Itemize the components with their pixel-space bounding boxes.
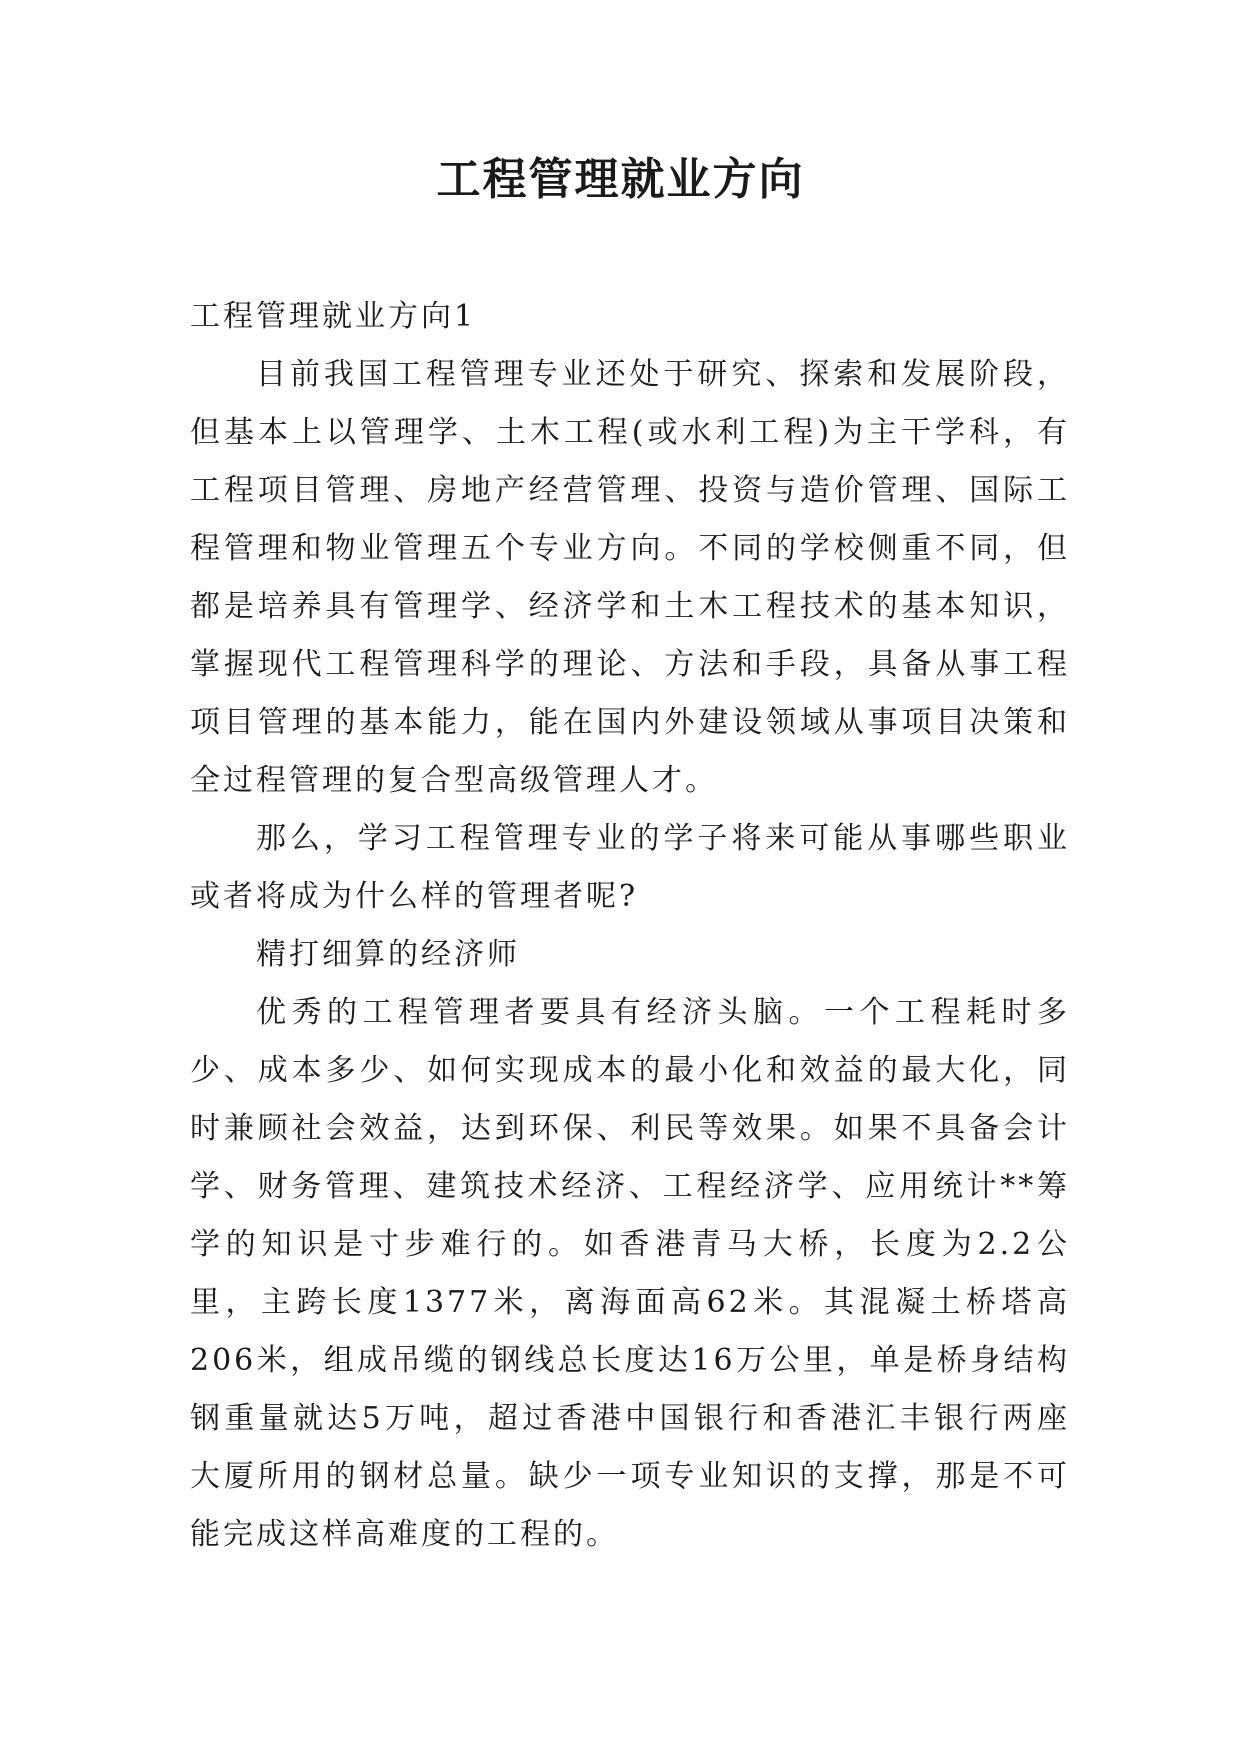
document-body bbox=[190, 288, 1070, 1564]
paragraph-question: 那么，学习工程管理专业的学子将来可能从事哪些职业或者将成为什么样的管理者呢? bbox=[190, 821, 1070, 914]
section-heading: 工程管理就业方向1 bbox=[190, 299, 477, 334]
page-title: 工程管理就业方向 bbox=[436, 154, 805, 205]
paragraph-economist: 优秀的工程管理者要具有经济头脑。一个工程耗时多少、成本多少、如何实现成本的最小化和效益的最大化，同时兼顾社会效益，达到环保、利民等效果。如果不具备会计学、财务管理、建筑技术经济、工程经济学、应用统计**筹学的知识是寸步难行的。如香港青马大桥，长度为2.2公里，主跨长度1377米，离海面高62米。其混凝土桥塔高206米，组成吊缆的钢线总长度达16万公里，单是桥身结构钢重量就达5万吨，超过香港中国银行和香港汇丰银行两座大厦所用的钢材总量。缺少一项专业知识的支撑，那是不可能完成这样高难度的工程的。 bbox=[190, 995, 1070, 1552]
paragraph-intro: 目前我国工程管理专业还处于研究、探索和发展阶段，但基本上以管理学、土木工程(或水利工程)为主干学科，有工程项目管理、房地产经营管理、投资与造价管理、国际工程管理和物业管理五个专业方向。不同的学校侧重不同，但都是培养具有管理学、经济学和土木工程技术的基本知识，掌握现代工程管理科学的理论、方法和手段，具备从事工程项目管理的基本能力，能在国内外建设领域从事项目决策和全过程管理的复合型高级管理人才。 bbox=[190, 357, 1070, 798]
subheading-economist: 精打细算的经济师 bbox=[256, 937, 520, 972]
